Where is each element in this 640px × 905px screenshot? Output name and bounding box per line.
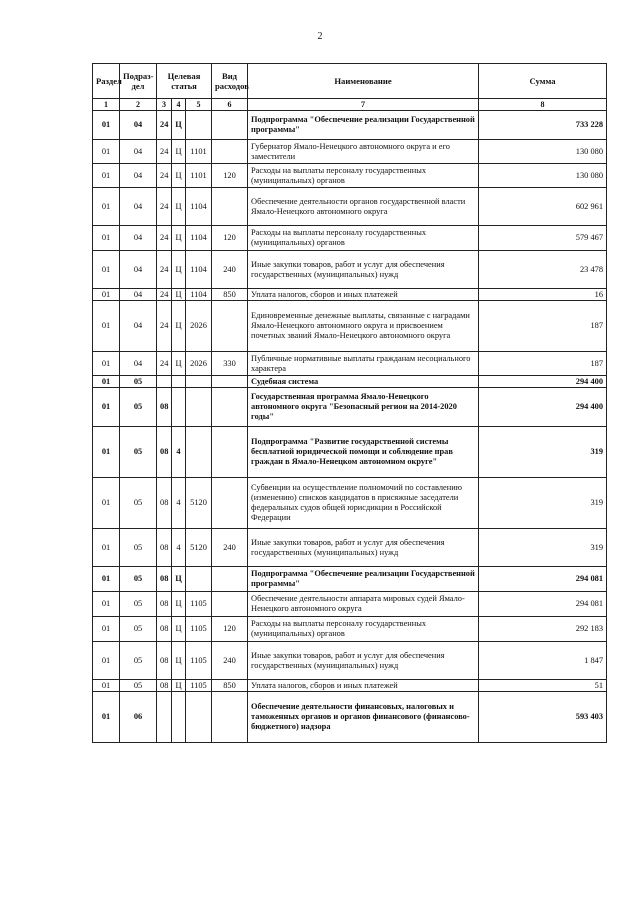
cell-summa: 319: [479, 478, 607, 529]
cell-razdel: 01: [93, 680, 120, 692]
table-row: [93, 188, 607, 226]
cell-razdel: 01: [93, 592, 120, 617]
cell-vid-raskhodov: 850: [212, 289, 248, 301]
table-row: [93, 111, 607, 140]
cell-program: 08: [157, 388, 172, 427]
column-number: 3: [157, 99, 172, 111]
cell-direction: 1105: [186, 592, 212, 617]
cell-direction: 1104: [186, 188, 212, 226]
table-row: [93, 680, 607, 692]
cell-razdel: 01: [93, 164, 120, 188]
table-row: [93, 592, 607, 617]
cell-razdel: 01: [93, 289, 120, 301]
cell-program: 24: [157, 111, 172, 140]
cell-podrazdel: 05: [120, 592, 157, 617]
cell-subprogram: 4: [172, 529, 186, 567]
cell-subprogram: Ц: [172, 567, 186, 592]
cell-program: 24: [157, 140, 172, 164]
table-row: [93, 289, 607, 301]
cell-podrazdel: 04: [120, 289, 157, 301]
column-number: 6: [212, 99, 248, 111]
cell-direction: 1101: [186, 164, 212, 188]
table-row: [93, 352, 607, 376]
cell-vid-raskhodov: [212, 592, 248, 617]
cell-naimenovanie: Расходы на выплаты персоналу государственных (муниципальных) органов: [248, 226, 479, 251]
cell-razdel: 01: [93, 617, 120, 642]
cell-razdel: 01: [93, 352, 120, 376]
column-number: 4: [172, 99, 186, 111]
table-row: [93, 567, 607, 592]
table-row: [93, 301, 607, 352]
cell-program: 24: [157, 226, 172, 251]
cell-subprogram: [172, 388, 186, 427]
cell-razdel: 01: [93, 427, 120, 478]
cell-direction: [186, 427, 212, 478]
cell-vid-raskhodov: 330: [212, 352, 248, 376]
cell-direction: 5120: [186, 478, 212, 529]
cell-podrazdel: 05: [120, 617, 157, 642]
cell-program: 08: [157, 427, 172, 478]
cell-razdel: 01: [93, 111, 120, 140]
cell-naimenovanie: Иные закупки товаров, работ и услуг для обеспечения государственных (муниципальных) нужд: [248, 642, 479, 680]
cell-subprogram: Ц: [172, 111, 186, 140]
cell-summa: 319: [479, 529, 607, 567]
cell-naimenovanie: Субвенции на осуществление полномочий по составлению (изменению) списков кандидатов в присяжные заседатели федеральных судов общей юрисдикции в Российской Федерации: [248, 478, 479, 529]
cell-summa: 294 081: [479, 567, 607, 592]
cell-podrazdel: 05: [120, 427, 157, 478]
page-number: 2: [317, 31, 323, 42]
cell-subprogram: Ц: [172, 352, 186, 376]
cell-subprogram: Ц: [172, 680, 186, 692]
cell-vid-raskhodov: [212, 478, 248, 529]
table-row: [93, 388, 607, 427]
header-summa: Сумма: [479, 64, 607, 99]
cell-podrazdel: 04: [120, 301, 157, 352]
cell-program: 24: [157, 301, 172, 352]
cell-direction: 1105: [186, 680, 212, 692]
cell-podrazdel: 05: [120, 376, 157, 388]
cell-vid-raskhodov: 240: [212, 642, 248, 680]
table-row: [93, 478, 607, 529]
cell-subprogram: Ц: [172, 251, 186, 289]
cell-direction: [186, 692, 212, 743]
cell-podrazdel: 05: [120, 388, 157, 427]
cell-direction: 1104: [186, 289, 212, 301]
cell-subprogram: Ц: [172, 592, 186, 617]
cell-naimenovanie: Судебная система: [248, 376, 479, 388]
cell-summa: 187: [479, 352, 607, 376]
cell-summa: 294 081: [479, 592, 607, 617]
cell-direction: 2026: [186, 301, 212, 352]
cell-program: 08: [157, 680, 172, 692]
cell-razdel: 01: [93, 529, 120, 567]
cell-vid-raskhodov: [212, 692, 248, 743]
cell-naimenovanie: Уплата налогов, сборов и иных платежей: [248, 289, 479, 301]
cell-subprogram: Ц: [172, 617, 186, 642]
cell-vid-raskhodov: 240: [212, 529, 248, 567]
table-row: [93, 642, 607, 680]
cell-subprogram: Ц: [172, 140, 186, 164]
cell-podrazdel: 06: [120, 692, 157, 743]
cell-direction: [186, 111, 212, 140]
cell-vid-raskhodov: 120: [212, 226, 248, 251]
cell-program: 08: [157, 617, 172, 642]
cell-vid-raskhodov: [212, 301, 248, 352]
cell-program: 08: [157, 592, 172, 617]
cell-summa: 593 403: [479, 692, 607, 743]
cell-program: 24: [157, 188, 172, 226]
cell-summa: 130 080: [479, 164, 607, 188]
cell-vid-raskhodov: [212, 388, 248, 427]
header-naimenovanie: Наименование: [248, 64, 479, 99]
cell-summa: 733 228: [479, 111, 607, 140]
cell-razdel: 01: [93, 140, 120, 164]
cell-program: 08: [157, 478, 172, 529]
column-number: 5: [186, 99, 212, 111]
column-number-row: [93, 99, 607, 111]
cell-vid-raskhodov: [212, 140, 248, 164]
cell-razdel: 01: [93, 188, 120, 226]
cell-program: 24: [157, 352, 172, 376]
table-row: [93, 226, 607, 251]
header-podrazdel: Подраз-дел: [120, 64, 157, 99]
cell-subprogram: 4: [172, 427, 186, 478]
cell-naimenovanie: Подпрограмма "Обеспечение реализации Государственной программы": [248, 111, 479, 140]
cell-subprogram: Ц: [172, 289, 186, 301]
cell-direction: 1104: [186, 226, 212, 251]
table-row: [93, 692, 607, 743]
cell-summa: 294 400: [479, 388, 607, 427]
cell-podrazdel: 05: [120, 478, 157, 529]
cell-summa: 292 183: [479, 617, 607, 642]
column-number: 1: [93, 99, 120, 111]
cell-program: 08: [157, 567, 172, 592]
cell-subprogram: Ц: [172, 164, 186, 188]
column-number: 2: [120, 99, 157, 111]
cell-subprogram: Ц: [172, 642, 186, 680]
cell-podrazdel: 04: [120, 140, 157, 164]
column-number: 7: [248, 99, 479, 111]
cell-subprogram: 4: [172, 478, 186, 529]
cell-summa: 16: [479, 289, 607, 301]
table-body: [93, 111, 607, 743]
table-row: [93, 164, 607, 188]
cell-vid-raskhodov: [212, 188, 248, 226]
cell-naimenovanie: Подпрограмма "Развитие государственной системы бесплатной юридической помощи и соблюдение прав граждан в Ямало-Ненецком автономном округе": [248, 427, 479, 478]
cell-naimenovanie: Обеспечение деятельности аппарата мировых судей Ямало-Ненецкого автономного округа: [248, 592, 479, 617]
cell-summa: 319: [479, 427, 607, 478]
cell-naimenovanie: Подпрограмма "Обеспечение реализации Государственной программы": [248, 567, 479, 592]
cell-program: [157, 692, 172, 743]
cell-razdel: 01: [93, 226, 120, 251]
cell-direction: 1104: [186, 251, 212, 289]
cell-program: 08: [157, 642, 172, 680]
cell-summa: 130 080: [479, 140, 607, 164]
cell-razdel: 01: [93, 251, 120, 289]
cell-vid-raskhodov: 120: [212, 164, 248, 188]
cell-naimenovanie: Государственная программа Ямало-Ненецкого автономного округа "Безопасный регион на 2014-2020 годы": [248, 388, 479, 427]
cell-vid-raskhodov: 120: [212, 617, 248, 642]
cell-podrazdel: 04: [120, 188, 157, 226]
cell-vid-raskhodov: [212, 111, 248, 140]
cell-naimenovanie: Уплата налогов, сборов и иных платежей: [248, 680, 479, 692]
cell-summa: 1 847: [479, 642, 607, 680]
header-tselevaya-statya: Целевая статья: [157, 64, 212, 99]
cell-summa: 579 467: [479, 226, 607, 251]
cell-program: 08: [157, 529, 172, 567]
cell-program: [157, 376, 172, 388]
cell-direction: 5120: [186, 529, 212, 567]
cell-naimenovanie: Расходы на выплаты персоналу государственных (муниципальных) органов: [248, 164, 479, 188]
cell-razdel: 01: [93, 301, 120, 352]
cell-podrazdel: 04: [120, 226, 157, 251]
table-row: [93, 617, 607, 642]
cell-summa: 23 478: [479, 251, 607, 289]
cell-subprogram: Ц: [172, 301, 186, 352]
cell-subprogram: Ц: [172, 226, 186, 251]
cell-subprogram: Ц: [172, 188, 186, 226]
cell-naimenovanie: Обеспечение деятельности органов государственной власти Ямало-Ненецкого автономного округа: [248, 188, 479, 226]
cell-vid-raskhodov: [212, 376, 248, 388]
budget-table: [92, 63, 607, 743]
cell-subprogram: [172, 376, 186, 388]
cell-direction: [186, 567, 212, 592]
cell-razdel: 01: [93, 567, 120, 592]
cell-direction: 1105: [186, 642, 212, 680]
cell-naimenovanie: Иные закупки товаров, работ и услуг для обеспечения государственных (муниципальных) нужд: [248, 251, 479, 289]
cell-subprogram: [172, 692, 186, 743]
cell-program: 24: [157, 164, 172, 188]
cell-razdel: 01: [93, 388, 120, 427]
cell-vid-raskhodov: [212, 567, 248, 592]
header-vid-raskhodov: Вид расходов: [212, 64, 248, 99]
cell-vid-raskhodov: [212, 427, 248, 478]
cell-program: 24: [157, 251, 172, 289]
cell-razdel: 01: [93, 478, 120, 529]
cell-program: 24: [157, 289, 172, 301]
cell-podrazdel: 05: [120, 529, 157, 567]
cell-razdel: 01: [93, 376, 120, 388]
cell-direction: 1101: [186, 140, 212, 164]
table-row: [93, 529, 607, 567]
table-row: [93, 376, 607, 388]
table-row: [93, 427, 607, 478]
cell-podrazdel: 05: [120, 567, 157, 592]
cell-razdel: 01: [93, 642, 120, 680]
cell-vid-raskhodov: 240: [212, 251, 248, 289]
cell-razdel: 01: [93, 692, 120, 743]
cell-summa: 51: [479, 680, 607, 692]
cell-direction: [186, 388, 212, 427]
cell-direction: [186, 376, 212, 388]
cell-direction: 2026: [186, 352, 212, 376]
cell-podrazdel: 05: [120, 680, 157, 692]
header-razdel: Раздел: [93, 64, 120, 99]
cell-summa: 294 400: [479, 376, 607, 388]
cell-naimenovanie: Расходы на выплаты персоналу государственных (муниципальных) органов: [248, 617, 479, 642]
cell-summa: 602 961: [479, 188, 607, 226]
cell-direction: 1105: [186, 617, 212, 642]
header-row: [93, 64, 607, 99]
column-number: 8: [479, 99, 607, 111]
cell-podrazdel: 04: [120, 352, 157, 376]
cell-podrazdel: 04: [120, 251, 157, 289]
cell-podrazdel: 04: [120, 164, 157, 188]
cell-naimenovanie: Обеспечение деятельности финансовых, налоговых и таможенных органов и органов финансового (финансово-бюджетного) надзора: [248, 692, 479, 743]
cell-summa: 187: [479, 301, 607, 352]
cell-vid-raskhodov: 850: [212, 680, 248, 692]
table-row: [93, 251, 607, 289]
cell-naimenovanie: Единовременные денежные выплаты, связанные с наградами Ямало-Ненецкого автономного округа и присвоением почетных званий Ямало-Ненецкого автономного округа: [248, 301, 479, 352]
cell-naimenovanie: Иные закупки товаров, работ и услуг для обеспечения государственных (муниципальных) нужд: [248, 529, 479, 567]
cell-podrazdel: 04: [120, 111, 157, 140]
cell-podrazdel: 05: [120, 642, 157, 680]
table-row: [93, 140, 607, 164]
cell-naimenovanie: Публичные нормативные выплаты гражданам несоциального характера: [248, 352, 479, 376]
cell-naimenovanie: Губернатор Ямало-Ненецкого автономного округа и его заместители: [248, 140, 479, 164]
